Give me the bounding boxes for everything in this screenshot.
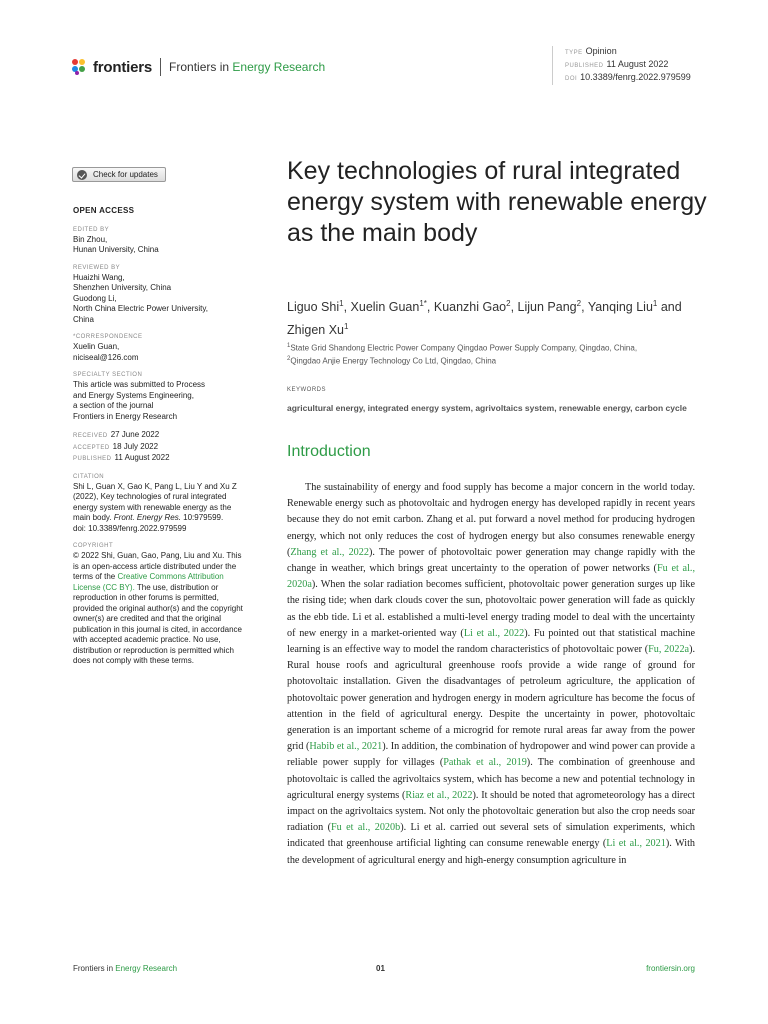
citation-link[interactable]: Li et al., 2022: [463, 627, 525, 639]
reviewed-by-line: North China Electric Power University,: [73, 304, 209, 313]
footer-journal[interactable]: [73, 964, 177, 973]
citation-link[interactable]: Pathak et al., 2019: [443, 757, 527, 769]
open-access-label: OPEN ACCESS: [73, 206, 135, 215]
published-value: 11 August 2022: [606, 59, 669, 69]
author-separator: ,: [581, 300, 588, 315]
citation-body: Shi L, Guan X, Gao K, Pang L, Liu Y and Xu Z (2022), Key technologies of rural integrated energy system with renewable energy as the main body.: [73, 481, 237, 522]
received-date: 27 June 2022: [110, 430, 160, 439]
affiliation-1: State Grid Shandong Electric Power Company Qingdao Power Supply Company, Qingdao, China,: [290, 343, 638, 353]
author-affiliation-marker: 2: [506, 299, 511, 308]
frontiers-logo-icon: [72, 59, 88, 75]
citation-link[interactable]: Fu et al., 2020a: [287, 563, 695, 591]
cc-by-license-link[interactable]: Creative Commons Attribution License (CC BY).: [73, 572, 224, 592]
body-text-run: ). Li et al. carried out several sets of simulation experiments, which indicated that greenhouse artificial lighting can consume renewable energy (: [287, 822, 695, 850]
specialty-line: This article was submitted to Process: [73, 380, 206, 389]
accepted-label: ACCEPTED: [73, 444, 110, 451]
journal-field: Energy Research: [232, 60, 326, 74]
specialty-section: [73, 371, 245, 422]
doi-value[interactable]: 10.3389/fenrg.2022.979599: [580, 72, 691, 82]
copyright-section: [73, 542, 245, 667]
reviewed-by-line: Shenzhen University, China: [73, 283, 172, 292]
author-affiliation-marker: 1: [652, 299, 658, 308]
citation-link[interactable]: Fu et al., 2020b: [331, 822, 401, 834]
affiliations: [287, 341, 707, 367]
edited-by-section: [73, 226, 245, 256]
reviewed-by-line: China: [73, 314, 94, 324]
correspondence-label: *CORRESPONDENCE: [73, 334, 143, 340]
body-text-run: ). When the solar radiation becomes sufficient, photovoltaic power generation surges up like the rising tide; when dark clouds cover the sun, photovoltaic power generation will fade as quickly as the ebb tide. Li et al. established a multi-level energy trading model to deal with the uncertainty of new energy in a market-oriented way (: [287, 579, 695, 639]
author-name[interactable]: Liguo Shi: [287, 300, 340, 315]
body-text-run: ). Fu pointed out that statistical machine learning is an effective way to model the random characteristics of photovoltaic power (: [287, 627, 695, 656]
body-text-run: ). In addition, the combination of hydropower and wind power can provide a reliable power supply for villages (: [287, 741, 695, 769]
dates-section: [73, 430, 245, 465]
body-text-run: ). With the development of agricultural energy and high-energy consumption agriculture in: [287, 838, 695, 866]
edited-by-line: Bin Zhou,: [73, 234, 108, 244]
reviewed-by-line: Huaizhi Wang,: [73, 272, 125, 282]
journal-prefix: Frontiers in: [169, 60, 230, 74]
type-label: TYPE: [565, 50, 583, 56]
footer-journal-field: Energy Research: [115, 964, 178, 973]
author-list: [287, 294, 697, 340]
footer-journal-prefix: Frontiers in: [73, 964, 114, 973]
author-separator: ,: [510, 300, 518, 315]
citation-link[interactable]: Zhang et al., 2022: [290, 546, 369, 558]
citation-link[interactable]: Habib et al., 2021: [309, 741, 383, 753]
citation-section: [73, 473, 245, 535]
copyright-body: © 2022 Shi, Guan, Gao, Pang, Liu and Xu. This is an open-access article distributed under the terms of the: [73, 551, 242, 581]
specialty-line: a section of the journal: [73, 401, 154, 410]
introduction-heading: Introduction: [287, 443, 371, 460]
type-value: Opinion: [585, 46, 617, 56]
article-sidebar: [73, 206, 245, 675]
copyright-body-2: The use, distribution or reproduction in other forums is permitted, provided the original author(s) and the copyright owner(s) are credited and that the original publication in this journal is cited, in accordance with accepted academic practice. No use, distribution or reproduction is permitted which does not comply with these terms.: [73, 582, 243, 665]
check-updates-icon: [77, 170, 87, 180]
copyright-label: COPYRIGHT: [73, 543, 114, 549]
check-for-updates-button[interactable]: [72, 167, 166, 182]
accepted-date: 18 July 2022: [112, 441, 159, 451]
author-name[interactable]: Zhigen Xu: [287, 323, 344, 338]
citation-link[interactable]: Riaz et al., 2022: [405, 789, 473, 801]
page-number: 01: [376, 964, 385, 973]
author-affiliation-marker: 1: [339, 299, 344, 308]
author-name[interactable]: Xuelin Guan: [350, 300, 420, 315]
keywords-list: agricultural energy, integrated energy system, agrivoltaics system, renewable energy, carbon cycle: [287, 403, 687, 413]
specialty-line: Frontiers in Energy Research: [73, 411, 178, 421]
affiliation-marker: 2: [287, 356, 291, 363]
author-name[interactable]: Kuanzhi Gao: [433, 300, 507, 315]
body-text-run: ). The combination of greenhouse and photovoltaic is called the agrivoltaics system, which has become a new and potential technology in agricultural energy systems (: [287, 757, 695, 801]
author-affiliation-marker: 2: [576, 299, 582, 308]
author-affiliation-marker: 1: [343, 322, 349, 332]
affiliation-marker: 1: [287, 343, 291, 349]
correspondence-section: [73, 333, 245, 363]
citation-journal: Front. Energy Res.: [113, 513, 181, 522]
doi-label: DOI: [565, 76, 578, 82]
specialty-label: SPECIALTY SECTION: [73, 372, 143, 378]
body-text-run: ). The power of photovoltaic power generation may change rapidly with the change in weather, which brings great uncertainty to the operation of power networks (: [287, 546, 696, 575]
journal-header: [72, 56, 325, 78]
keywords-label: KEYWORDS: [287, 387, 327, 393]
article-meta: [552, 46, 691, 85]
published-label: PUBLISHED: [73, 456, 112, 462]
reviewed-by-label: REVIEWED BY: [73, 264, 121, 271]
published-label: PUBLISHED: [565, 63, 604, 69]
journal-name[interactable]: [169, 60, 325, 74]
citation-text: [73, 482, 245, 535]
citation-link[interactable]: Fu, 2022a: [648, 644, 690, 656]
citation-doi[interactable]: doi: 10.3389/fenrg.2022.979599: [73, 523, 187, 533]
frontiers-logo-text[interactable]: frontiers: [93, 58, 153, 76]
edited-by-line: Hunan University, China: [73, 245, 159, 254]
frontiersin-link[interactable]: frontiersin.org: [646, 964, 695, 973]
body-text-run: ). It should be noted that agrometeorology has a direct impact on the agrivoltaics system. Not only the photovoltaic generation but also the crop needs soar radiation (: [287, 789, 695, 834]
citation-link[interactable]: Li et al., 2021: [606, 838, 666, 850]
reviewed-by-line: Guodong Li,: [73, 293, 117, 303]
published-date: 11 August 2022: [114, 453, 170, 462]
citation-label: CITATION: [73, 473, 105, 480]
body-text-run: ). Rural house roofs and agricultural greenhouse roofs provide a wide range of ground for photovoltaic installation. Given the disadvantages of petroleum agriculture, the application of photovoltaic power generation and hydrogen energy in modern agriculture has become the focus of attention in the field of agricultural energy. Despite the uncertainty in power, photovoltaic generation is an important scheme of a microgrid for remote rural areas far away from the power grid (: [287, 644, 696, 753]
affiliation-2: Qingdao Anjie Energy Technology Co Ltd, Qingdao, China: [290, 356, 497, 366]
author-name[interactable]: Lijun Pang: [517, 300, 577, 315]
reviewed-by-section: [73, 264, 245, 326]
article-title: Key technologies of rural integrated energy system with renewable energy as the main body: [287, 157, 707, 247]
author-name[interactable]: Yanqing Liu: [587, 300, 653, 315]
correspondence-name: Xuelin Guan,: [73, 342, 120, 351]
author-separator: ,: [343, 300, 351, 315]
header-divider: [160, 58, 161, 76]
author-affiliation-marker: 1*: [419, 299, 427, 308]
citation-volume: 10:979599.: [180, 513, 224, 522]
correspondence-email[interactable]: niciseal@126.com: [73, 352, 139, 362]
author-separator: and: [657, 300, 682, 315]
edited-by-label: EDITED BY: [73, 226, 110, 233]
received-label: RECEIVED: [73, 433, 108, 439]
check-updates-label: Check for updates: [93, 170, 158, 179]
copyright-text: [73, 551, 245, 667]
introduction-body: [287, 480, 695, 869]
specialty-line: and Energy Systems Engineering,: [73, 390, 194, 400]
author-separator: ,: [426, 300, 434, 315]
body-text-run: The sustainability of energy and food supply has become a major concern in the world today. Renewable energy such as photovoltaic and hydrogen energy has developed rapidly in recent years because they do not emit carbon. Zhang et al. put forward a novel method for producing hydrogen energy, which not only reduces the cost of hydrogen energy but also consumes renewable energy (: [287, 482, 695, 558]
